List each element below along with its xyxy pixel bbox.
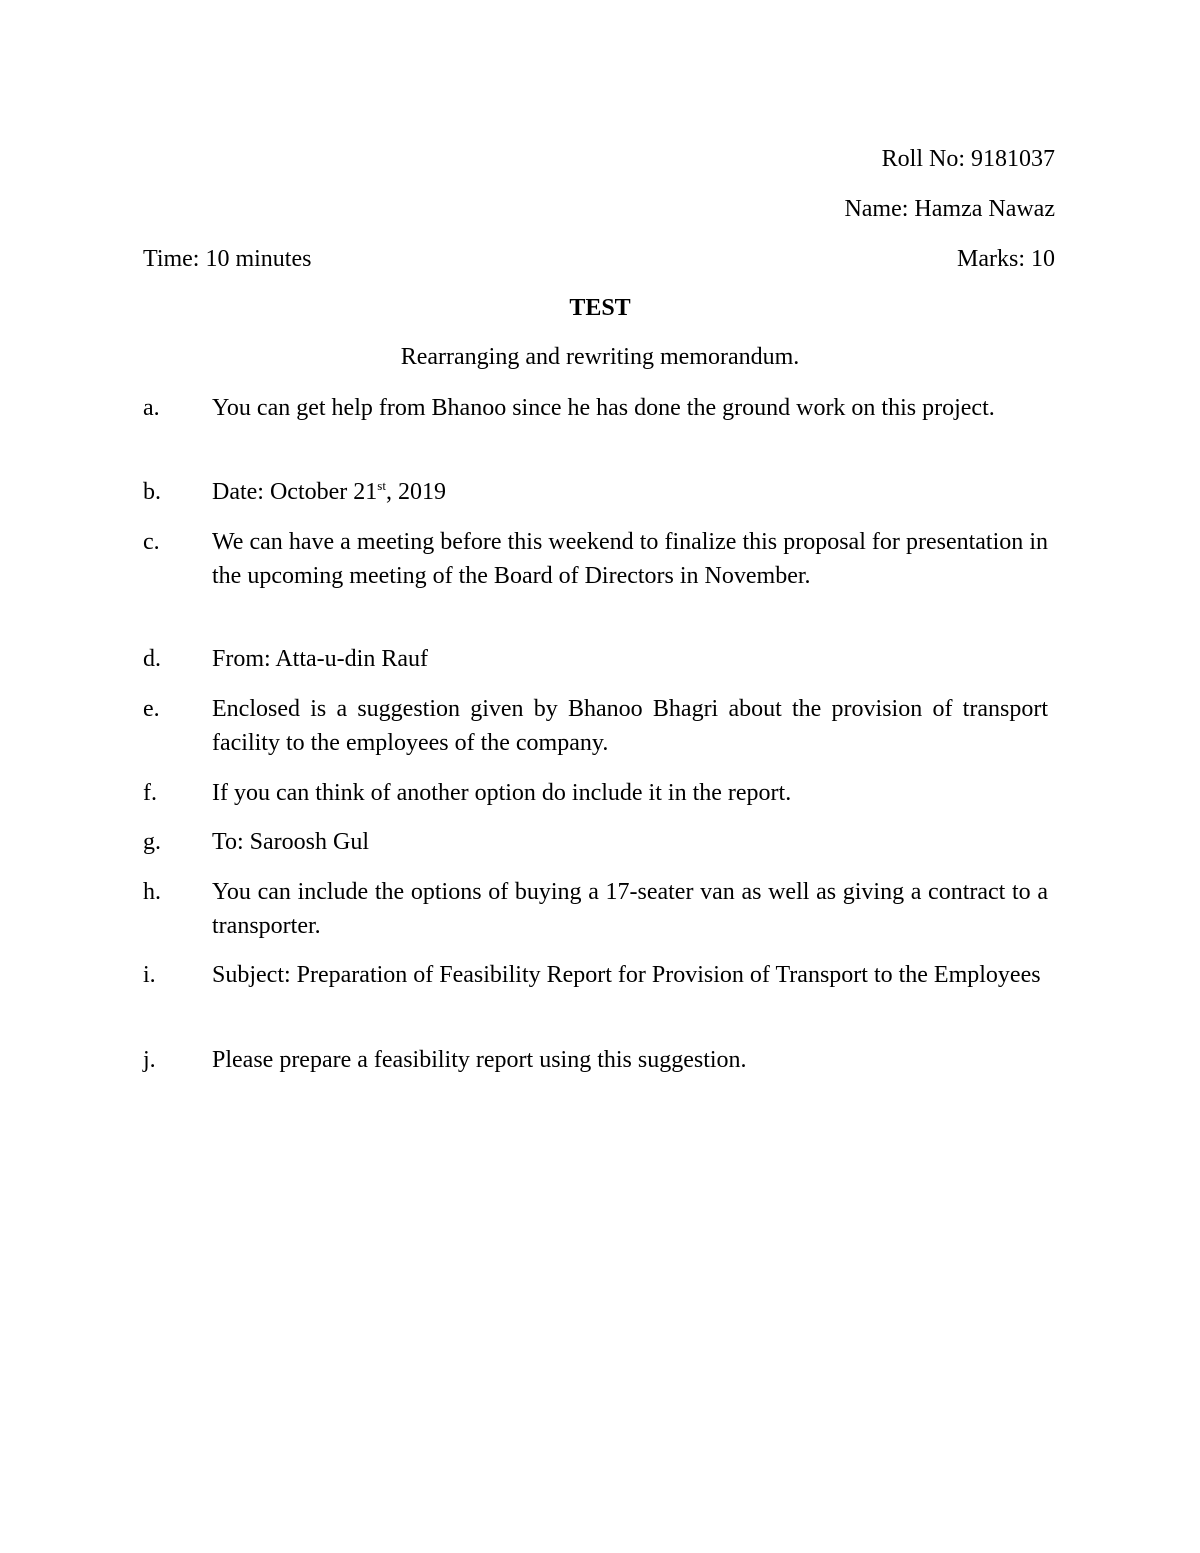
list-item-letter: d. — [143, 646, 161, 672]
list-item-letter: g. — [143, 829, 161, 855]
list-item-text: You can include the options of buying a 17-seater van as well as giving a contract to a transporter. — [212, 879, 1048, 939]
list-item-text: To: Saroosh Gul — [212, 829, 369, 855]
list-item-letter: c. — [143, 529, 160, 555]
page-title: TEST — [569, 295, 631, 321]
list-item-text: We can have a meeting before this weekend to finalize this proposal for presentation in the upcoming meeting of the Board of Directors in November. — [212, 529, 1048, 589]
list-item-text — [212, 475, 1048, 509]
date-text: Date: October 21 — [212, 479, 378, 505]
time-allowed: Time: 10 minutes — [143, 246, 312, 272]
list-item-text: Please prepare a feasibility report using this suggestion. — [212, 1047, 747, 1073]
list-item-text: You can get help from Bhanoo since he has done the ground work on this project. — [212, 395, 995, 421]
list-item-letter: e. — [143, 696, 160, 722]
list-item-text: If you can think of another option do include it in the report. — [212, 780, 792, 806]
list-item-text: Subject: Preparation of Feasibility Report for Provision of Transport to the Employees — [212, 962, 1041, 988]
total-marks: Marks: 10 — [957, 246, 1055, 272]
date-year: , 2019 — [385, 479, 446, 505]
student-name: Name: Hamza Nawaz — [844, 196, 1055, 222]
list-item-letter: h. — [143, 879, 161, 905]
roll-number: Roll No: 9181037 — [881, 146, 1055, 172]
list-item-letter: f. — [143, 780, 157, 806]
list-item-letter: a. — [143, 395, 160, 421]
list-item-text: Enclosed is a suggestion given by Bhanoo Bhagri about the provision of transport facility to the employees of the company. — [212, 696, 1048, 756]
page-subtitle: Rearranging and rewriting memorandum. — [400, 344, 800, 370]
list-item-letter: j. — [143, 1047, 156, 1073]
date-ordinal-suffix: st — [377, 478, 386, 493]
list-item-text: From: Atta-u-din Rauf — [212, 646, 428, 672]
list-item-letter: i. — [143, 962, 156, 988]
list-item-letter: b. — [143, 479, 161, 505]
